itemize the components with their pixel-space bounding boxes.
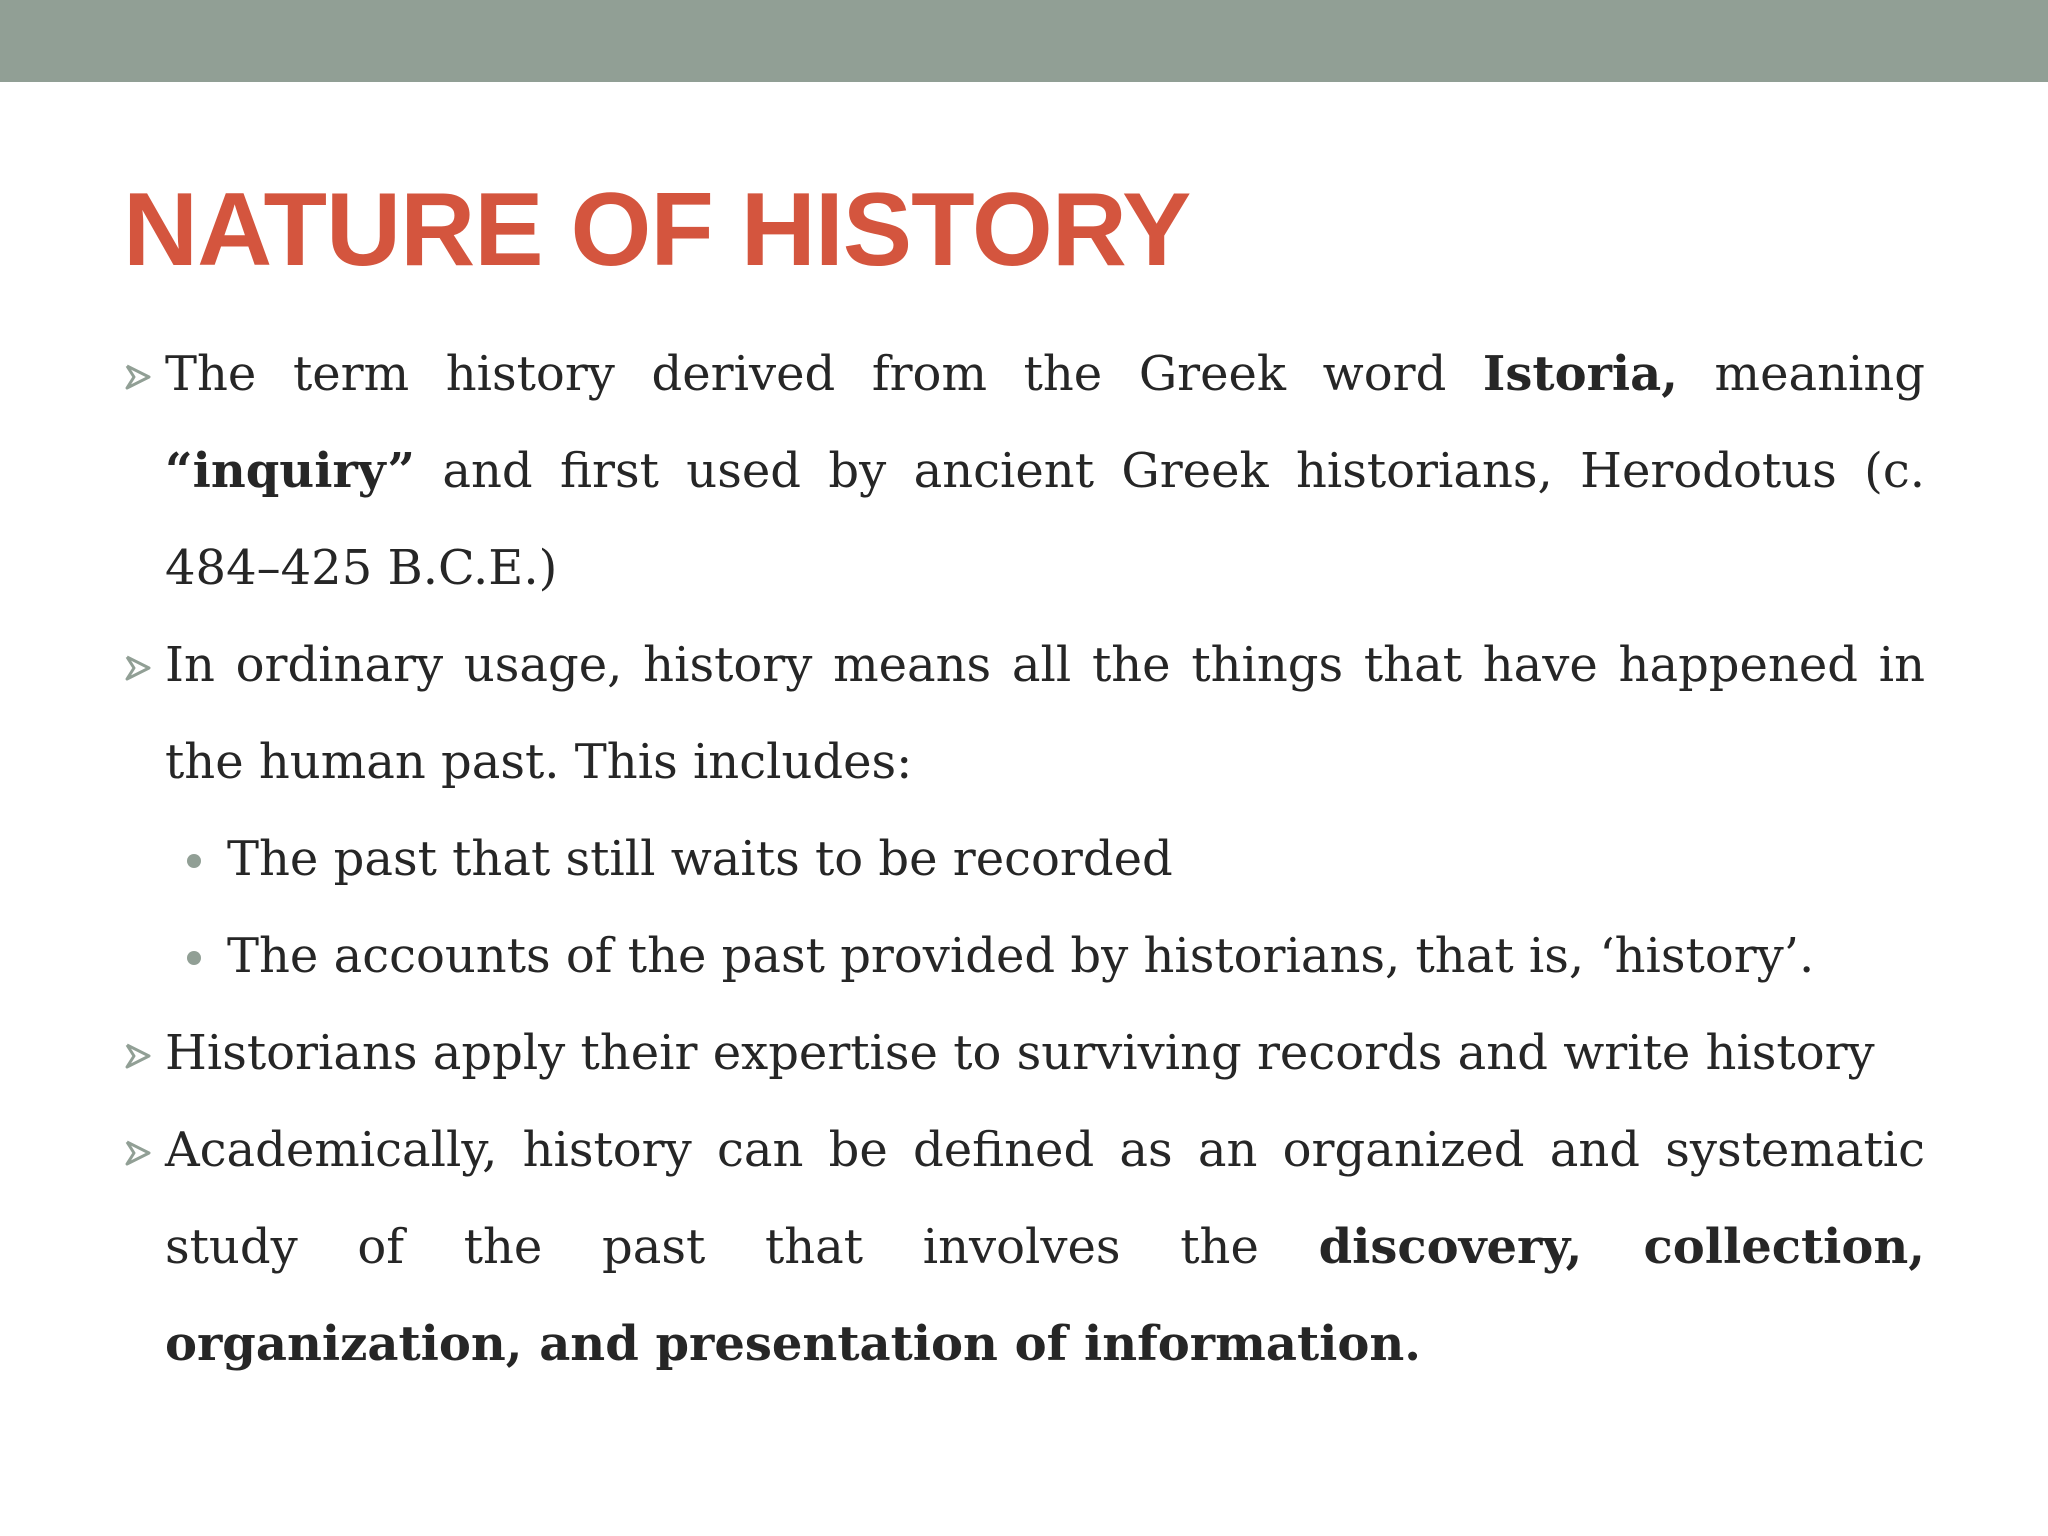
arrow-bullet-icon [123,362,153,392]
sub-bullet-item [123,811,1925,908]
slide-body [123,326,1925,1393]
bullet-text: Historians apply their expertise to surviving records and write history [165,1025,1875,1081]
bullet-bold-text: discovery, collection, organization, and presentation of information. [165,1219,1926,1372]
sub-bullet-text: The past that still waits to be recorded [227,831,1173,887]
arrow-bullet-icon [123,653,153,683]
dot-bullet-icon [187,951,201,965]
sub-bullet-text: The accounts of the past provided by historians, that is, ‘history’. [227,928,1815,984]
bullet-text: In ordinary usage, history means all the things that have happened in the human past. This includes: [165,637,1925,790]
slide-title: NATURE OF HISTORY [123,172,1191,288]
arrow-bullet-icon [123,1138,153,1168]
sub-bullet-item [123,908,1925,1005]
bullet-item [123,1102,1925,1393]
bullet-item [123,326,1925,617]
bullet-text: and first used by ancient Greek historians, Herodotus (c. 484–425 B.C.E.) [165,443,1925,596]
bullet-item [123,617,1925,811]
bullet-text: The term history derived from the Greek word [165,346,1483,402]
bullet-bold-text: Istoria, [1482,346,1678,402]
top-accent-bar [0,0,2048,82]
bullet-text: Academically, history can be defined as an organized and systematic study of the past that involves the [165,1122,1925,1275]
bullet-item [123,1005,1925,1102]
dot-bullet-icon [187,854,201,868]
arrow-bullet-icon [123,1041,153,1071]
bullet-bold-text: “inquiry” [165,443,415,499]
bullet-text: meaning [1677,346,1925,402]
